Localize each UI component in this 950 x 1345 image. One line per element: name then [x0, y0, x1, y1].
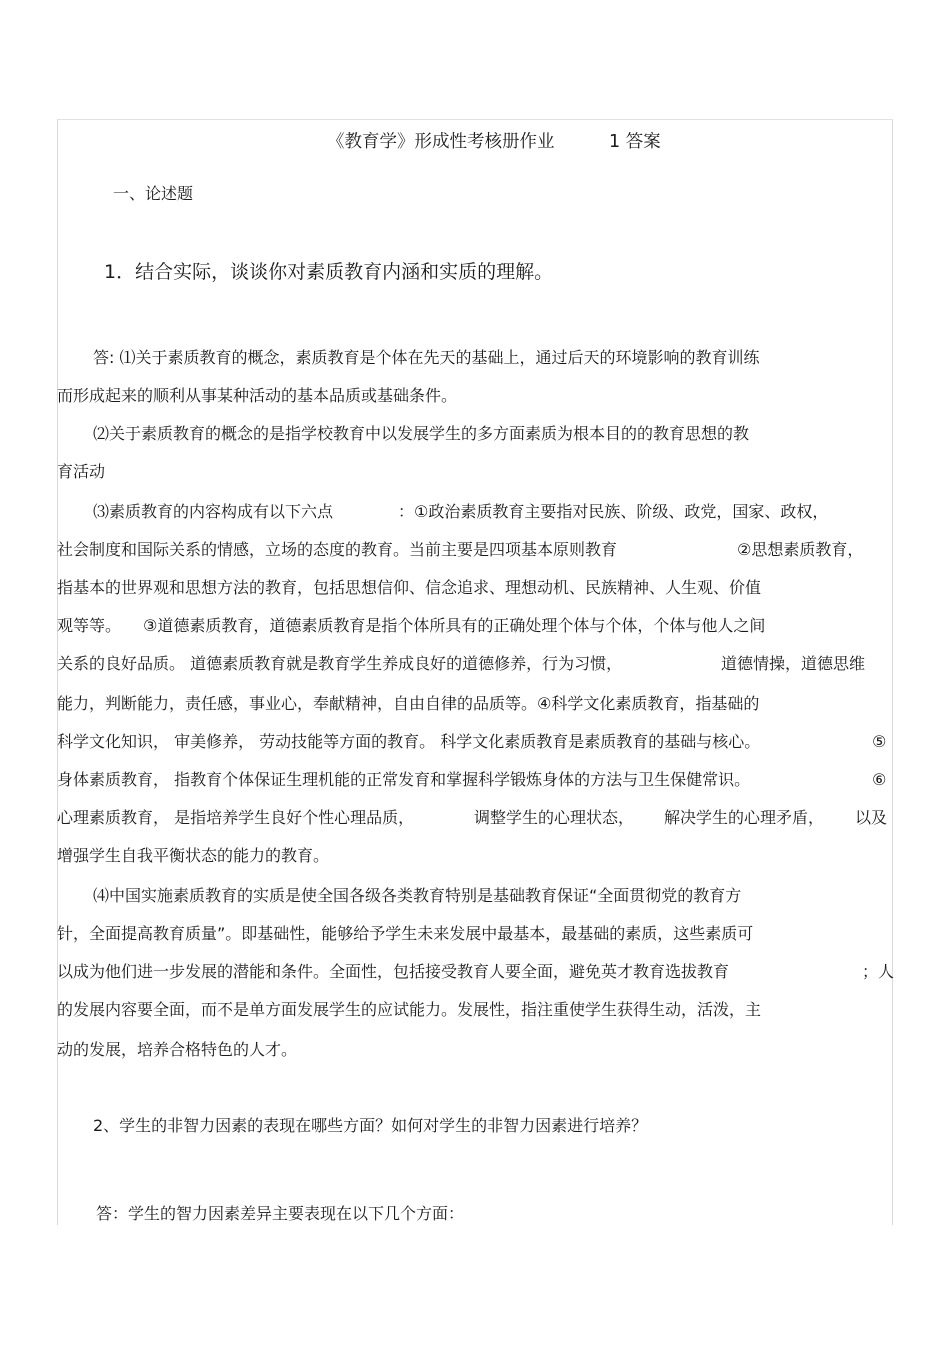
answer-2-line: ⑵关于素质教育的概念的是指学校教育中以发展学生的多方面素质为根本目的的教育思想的教 — [93, 424, 750, 443]
answer-4-line: 的发展内容要全面，而不是单方面发展学生的应试能力。发展性，指注重使学生获得生动，活泼，主 — [57, 1000, 762, 1019]
answer-3-line: 解决学生的心理矛盾， — [664, 808, 825, 827]
answer-3-line: 调整学生的心理状态， — [474, 808, 635, 827]
answer-3-line: 观等等。 — [57, 616, 122, 635]
answer-3-line: 心理素质教育， 是指培养学生良好个性心理品质， — [57, 808, 415, 827]
section-heading: 一、论述题 — [113, 184, 194, 203]
answer-1-line: 而形成起来的顺利从事某种活动的基本品质或基础条件。 — [57, 386, 458, 405]
answer-4-line: ⑷中国实施素质教育的实质是使全国各级各类教育特别是基础教育保证“全面贯彻党的教育方 — [93, 886, 742, 905]
answer-3-line: 增强学生自我平衡状态的能力的教育。 — [57, 846, 330, 865]
answer-4-line: ；人 — [862, 962, 895, 981]
answer-4-line: 针，全面提高教育质量”。即基础性，能够给予学生未来发展中最基本，最基础的素质，这些素质可 — [57, 924, 754, 943]
question-1: 1．结合实际，谈谈你对素质教育内涵和实质的理解。 — [104, 261, 554, 283]
answer-3-line: 以及 — [855, 808, 888, 827]
answer-3-line: ⑥ — [872, 770, 887, 789]
answer-2-line: 育活动 — [57, 462, 106, 481]
answer-3-line: 指基本的世界观和思想方法的教育，包括思想信仰、信念追求、理想动机、民族精神、人生观、价值 — [57, 578, 762, 597]
question-2: 2、学生的非智力因素的表现在哪些方面？如何对学生的非智力因素进行培养？ — [93, 1116, 648, 1135]
answer-3-line: 身体素质教育， 指教育个体保证生理机能的正常发育和掌握科学锻炼身体的方法与卫生保健常识。 — [57, 770, 751, 789]
answer-3-line: 关系的良好品质。 道德素质教育就是教育学生养成良好的道德修养，行为习惯， — [57, 654, 623, 673]
document-title: 《教育学》形成性考核册作业 — [327, 132, 555, 152]
answer-4-line: 以成为他们进一步发展的潜能和条件。全面性，包括接受教育人要全面，避免英才教育选拔教育 — [57, 962, 730, 981]
answer-4-line: 动的发展，培养合格特色的人才。 — [57, 1040, 298, 1059]
answer-3-line: ⑶素质教育的内容构成有以下六点 — [93, 502, 334, 521]
answer-3-line: ②思想素质教育， — [737, 540, 864, 559]
document-title-number: 1 答案 — [609, 132, 661, 152]
answer-3-line: 社会制度和国际关系的情感，立场的态度的教育。当前主要是四项基本原则教育 — [57, 540, 618, 559]
answer-3-line: 能力，判断能力，责任感，事业心，奉献精神，自由自律的品质等。④科学文化素质教育，指基础的 — [57, 694, 760, 713]
answer-5-line: 答：学生的智力因素差异主要表现在以下几个方面： — [96, 1204, 465, 1223]
answer-3-line: 道德情操，道德思维 — [721, 654, 866, 673]
answer-1-line: 答: ⑴关于素质教育的概念，素质教育是个体在先天的基础上，通过后天的环境影响的教育训练 — [93, 348, 760, 367]
answer-3-line: 科学文化知识， 审美修养， 劳动技能等方面的教育。 科学文化素质教育是素质教育的基础与核心。 — [57, 732, 761, 751]
answer-3-line: ⑤ — [872, 732, 887, 751]
answer-3-line: ：①政治素质教育主要指对民族、阶级、政党，国家、政权， — [398, 502, 829, 521]
answer-3-line: ③道德素质教育，道德素质教育是指个体所具有的正确处理个体与个体，个体与他人之间 — [143, 616, 766, 635]
